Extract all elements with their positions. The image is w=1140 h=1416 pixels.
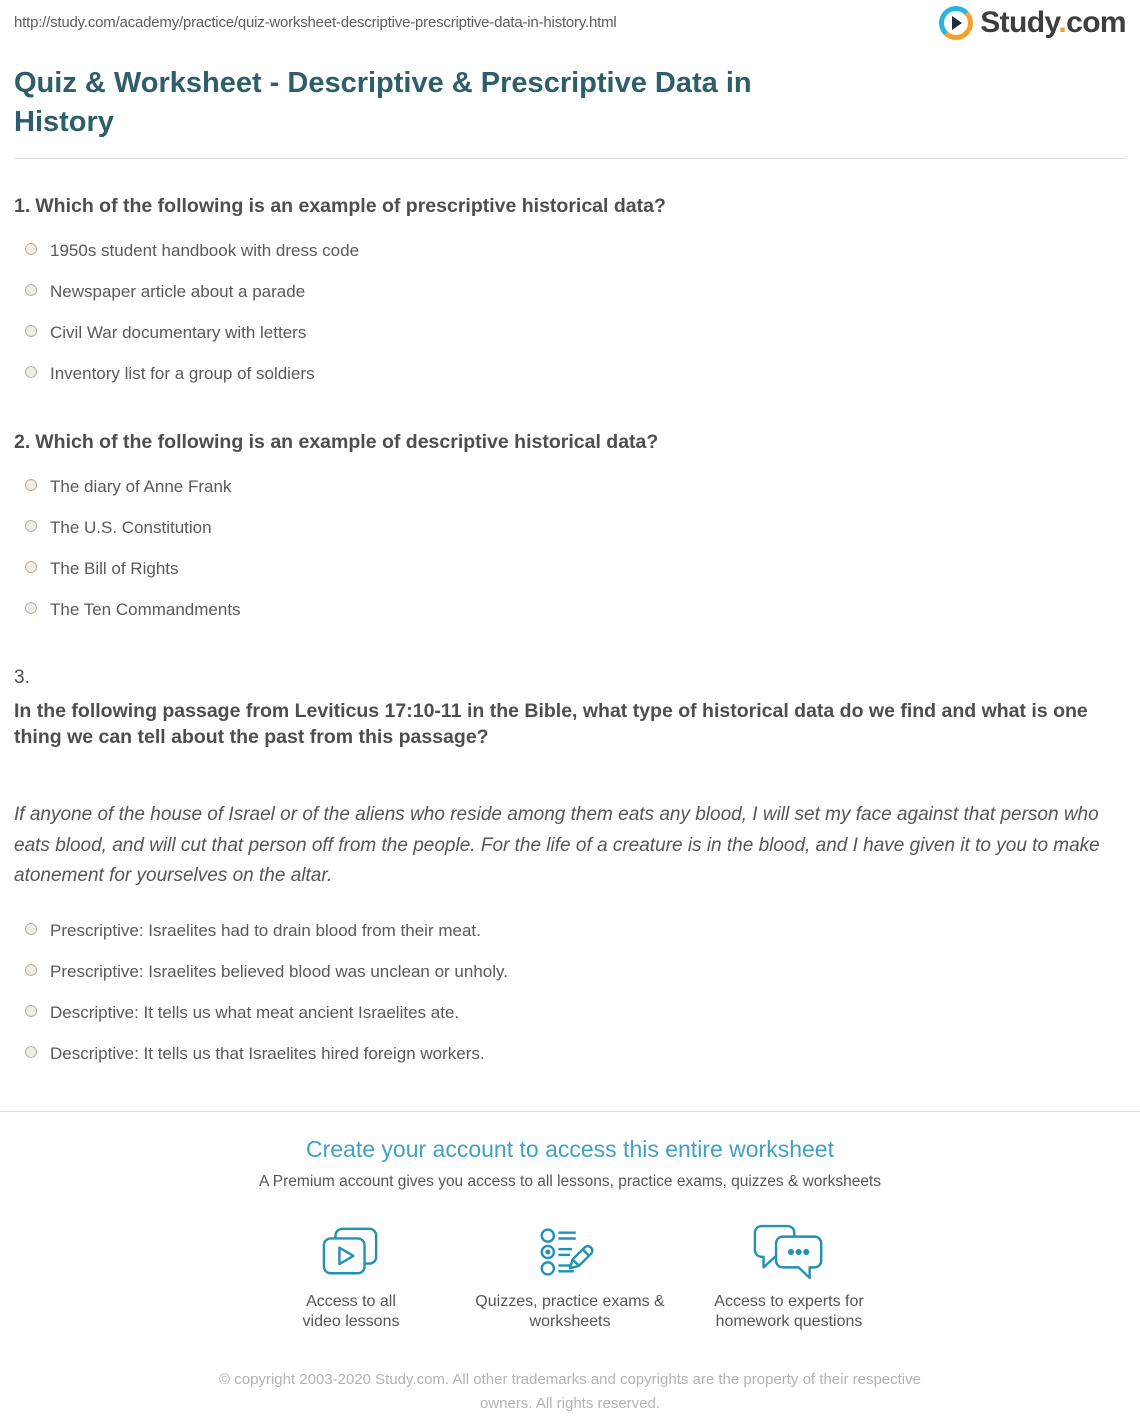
feature-experts — [680, 1223, 899, 1332]
radio-button[interactable] — [25, 1046, 37, 1058]
cta-subheading: A Premium account gives you access to all lessons, practice exams, quizzes & worksheets — [259, 1172, 881, 1190]
question-3-text: 3. In the following passage from Leviticus 17:10-11 in the Bible, what type of historical data do we find and what is one thing we can tell about the past from this passage? — [14, 665, 1126, 750]
studycom-logo[interactable] — [939, 6, 1126, 40]
answer-option[interactable] — [14, 559, 1126, 578]
chat-bubbles-icon — [753, 1223, 826, 1281]
feature-label: Quizzes, practice exams & worksheets — [475, 1292, 665, 1330]
answer-option[interactable] — [14, 600, 1126, 619]
answer-option[interactable] — [14, 477, 1126, 496]
answer-option[interactable] — [14, 962, 1126, 981]
feature-label: Access to experts for homework questions — [714, 1292, 864, 1330]
header — [14, 0, 1126, 40]
page-title: Quiz & Worksheet - Descriptive & Prescriptive Data in History — [14, 67, 752, 138]
answer-option[interactable] — [14, 518, 1126, 537]
radio-button[interactable] — [25, 1005, 37, 1017]
radio-button[interactable] — [25, 602, 37, 614]
radio-button[interactable] — [25, 964, 37, 976]
option-label: The diary of Anne Frank — [50, 477, 232, 496]
radio-button[interactable] — [25, 243, 37, 255]
page-url: http://study.com/academy/practice/quiz-worksheet-descriptive-prescriptive-data-in-history.html — [14, 14, 617, 31]
answer-option[interactable] — [14, 282, 1126, 301]
play-circle-icon — [939, 6, 973, 40]
option-label: The U.S. Constitution — [50, 518, 212, 537]
feature-label: Access to all video lessons — [302, 1292, 400, 1330]
option-label: Descriptive: It tells us what meat ancient Israelites ate. — [50, 1002, 460, 1022]
feature-video-lessons — [242, 1223, 461, 1332]
answer-option[interactable] — [14, 921, 1126, 940]
question-1-text: 1. Which of the following is an example of prescriptive historical data? — [14, 195, 666, 217]
radio-button[interactable] — [25, 366, 37, 378]
question-2-options — [14, 477, 1126, 619]
section-divider — [0, 1111, 1140, 1112]
option-label: 1950s student handbook with dress code — [50, 241, 360, 260]
question-2 — [14, 429, 1126, 619]
option-label: Prescriptive: Israelites had to drain blood from their meat. — [50, 920, 481, 940]
cta-section — [14, 1136, 1126, 1332]
question-3-number: 3. — [14, 667, 30, 688]
studycom-logo-text: Study.com — [980, 6, 1126, 39]
radio-button[interactable] — [25, 561, 37, 573]
answer-option[interactable] — [14, 364, 1126, 383]
copyright-text: © copyright 2003-2020 Study.com. All other trademarks and copyrights are the property of their respective owners. All rights reserved. — [219, 1370, 921, 1412]
play-icon — [952, 16, 962, 30]
radio-button[interactable] — [25, 284, 37, 296]
feature-list — [14, 1223, 1126, 1332]
footer — [14, 1368, 1126, 1416]
option-label: Inventory list for a group of soldiers — [50, 364, 315, 383]
question-3-passage: If anyone of the house of Israel or of the aliens who reside among them eats any blood, I will set my face against that person who eats blood, and will cut that person off from the people. For the life of a creature is in the blood, and I have given it to you to make atonement for yourselves on the altar. — [14, 804, 1100, 886]
option-label: Civil War documentary with letters — [50, 323, 307, 342]
question-1 — [14, 193, 1126, 383]
title-divider — [14, 158, 1126, 159]
question-2-text: 2. Which of the following is an example of descriptive historical data? — [14, 431, 659, 453]
answer-option[interactable] — [14, 323, 1126, 342]
cta-heading: Create your account to access this entire worksheet — [306, 1135, 834, 1162]
radio-button[interactable] — [25, 325, 37, 337]
option-label: Newspaper article about a parade — [50, 282, 306, 301]
option-label: Descriptive: It tells us that Israelites hired foreign workers. — [50, 1043, 485, 1063]
radio-button[interactable] — [25, 923, 37, 935]
quiz-pencil-icon — [539, 1223, 601, 1281]
question-3-options — [14, 921, 1126, 1063]
answer-option[interactable] — [14, 241, 1126, 260]
answer-option[interactable] — [14, 1003, 1126, 1022]
question-1-options — [14, 241, 1126, 383]
option-label: The Ten Commandments — [50, 600, 241, 619]
answer-option[interactable] — [14, 1044, 1126, 1063]
option-label: Prescriptive: Israelites believed blood was unclean or unholy. — [50, 961, 508, 981]
feature-quizzes — [461, 1223, 680, 1332]
option-label: The Bill of Rights — [50, 559, 179, 578]
video-lessons-icon — [322, 1223, 380, 1281]
radio-button[interactable] — [25, 520, 37, 532]
radio-button[interactable] — [25, 479, 37, 491]
question-3 — [14, 665, 1126, 1063]
